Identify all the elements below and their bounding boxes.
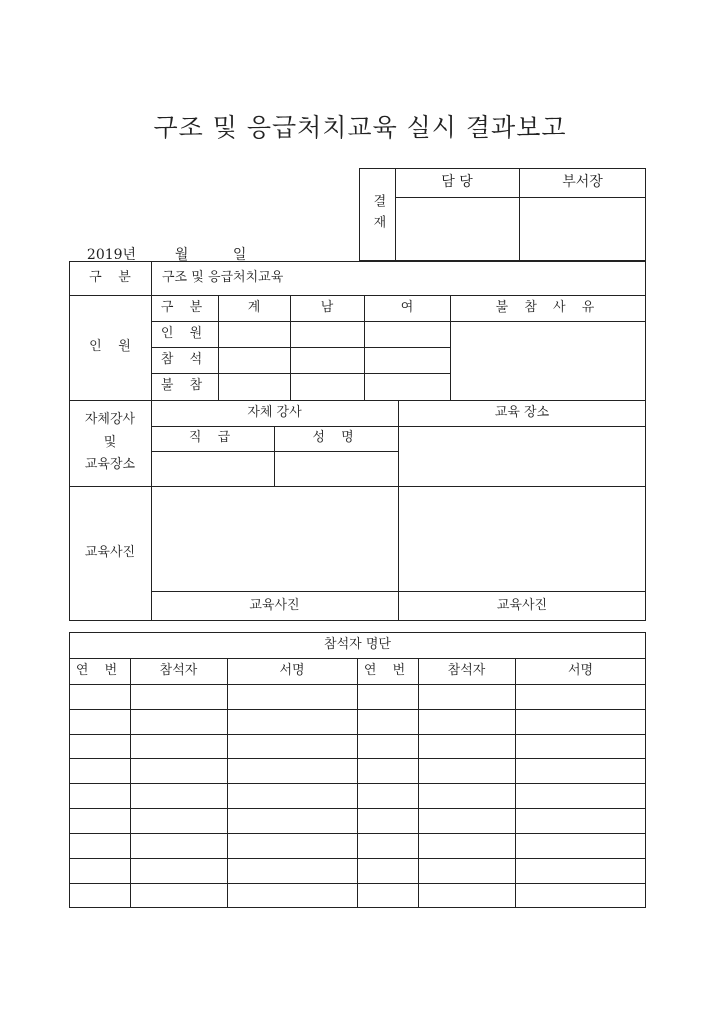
instructor-name-field[interactable] bbox=[275, 452, 397, 485]
instructor-header: 자체 강사 bbox=[247, 404, 302, 420]
attendance-header-no-2: 연 번 bbox=[363, 662, 412, 678]
photo-slot-1[interactable] bbox=[152, 487, 397, 590]
personnel-header-male: 남 bbox=[320, 299, 334, 315]
approval-sign-staff[interactable] bbox=[396, 198, 518, 260]
approval-sign-head[interactable] bbox=[520, 198, 645, 260]
instructor-name-header: 성 명 bbox=[312, 430, 360, 446]
date-day: 일 bbox=[232, 247, 247, 263]
personnel-row-total: 인 원 bbox=[160, 325, 209, 341]
instructor-label-line1: 자체강사 bbox=[84, 411, 136, 427]
photo-label: 교육사진 bbox=[84, 545, 136, 561]
table-row[interactable] bbox=[69, 684, 646, 709]
date-year: 2019년 bbox=[86, 247, 137, 263]
approval-col-staff: 담 당 bbox=[441, 174, 473, 191]
personnel-row-absent: 불 참 bbox=[160, 378, 209, 394]
attendance-header-sign-2: 서명 bbox=[567, 662, 594, 678]
personnel-label: 인 원 bbox=[89, 339, 131, 355]
instructor-rank-header: 직 급 bbox=[188, 430, 237, 446]
table-row[interactable] bbox=[69, 808, 646, 833]
absence-reason-field[interactable] bbox=[451, 322, 645, 399]
date-month: 월 bbox=[174, 247, 189, 263]
table-row[interactable] bbox=[69, 783, 646, 808]
report-date bbox=[78, 228, 246, 264]
table-row[interactable] bbox=[69, 858, 646, 883]
attendance-header-name-1: 참석자 bbox=[159, 662, 198, 678]
approval-col-head: 부서장 bbox=[562, 174, 603, 191]
category-label: 구 분 bbox=[89, 269, 131, 285]
instructor-place-label bbox=[69, 400, 151, 486]
table-row[interactable] bbox=[69, 734, 646, 758]
personnel-header-female: 여 bbox=[400, 299, 414, 315]
attendance-header-sign-1: 서명 bbox=[279, 662, 305, 678]
instructor-label-line3: 교육장소 bbox=[84, 457, 136, 473]
table-row[interactable] bbox=[69, 883, 646, 908]
personnel-row-attended: 참 석 bbox=[160, 351, 209, 367]
place-header: 교육 장소 bbox=[494, 404, 550, 420]
attendance-title: 참석자 명단 bbox=[324, 636, 391, 652]
instructor-label-line2: 및 bbox=[103, 434, 117, 450]
document-title: 구조 및 응급처치교육 실시 결과보고 bbox=[153, 113, 567, 142]
place-field[interactable] bbox=[399, 427, 645, 485]
attendance-rows bbox=[69, 684, 646, 908]
photo-caption-1: 교육사진 bbox=[249, 597, 300, 613]
photo-slot-2[interactable] bbox=[399, 487, 645, 590]
category-value[interactable]: 구조 및 응급처치교육 bbox=[162, 269, 284, 285]
instructor-rank-field[interactable] bbox=[152, 452, 273, 485]
table-row[interactable] bbox=[69, 833, 646, 858]
photo-caption-2: 교육사진 bbox=[496, 597, 548, 613]
table-row[interactable] bbox=[69, 709, 646, 734]
personnel-header-absence-reason: 불 참 사 유 bbox=[495, 299, 601, 315]
personnel-header-type: 구 분 bbox=[160, 299, 209, 315]
attendance-header-name-2: 참석자 bbox=[447, 662, 486, 678]
attendance-header-no-1: 연 번 bbox=[75, 662, 124, 678]
personnel-header-total: 계 bbox=[247, 299, 261, 315]
table-row[interactable] bbox=[69, 758, 646, 783]
approval-label: 결재 bbox=[370, 193, 386, 236]
